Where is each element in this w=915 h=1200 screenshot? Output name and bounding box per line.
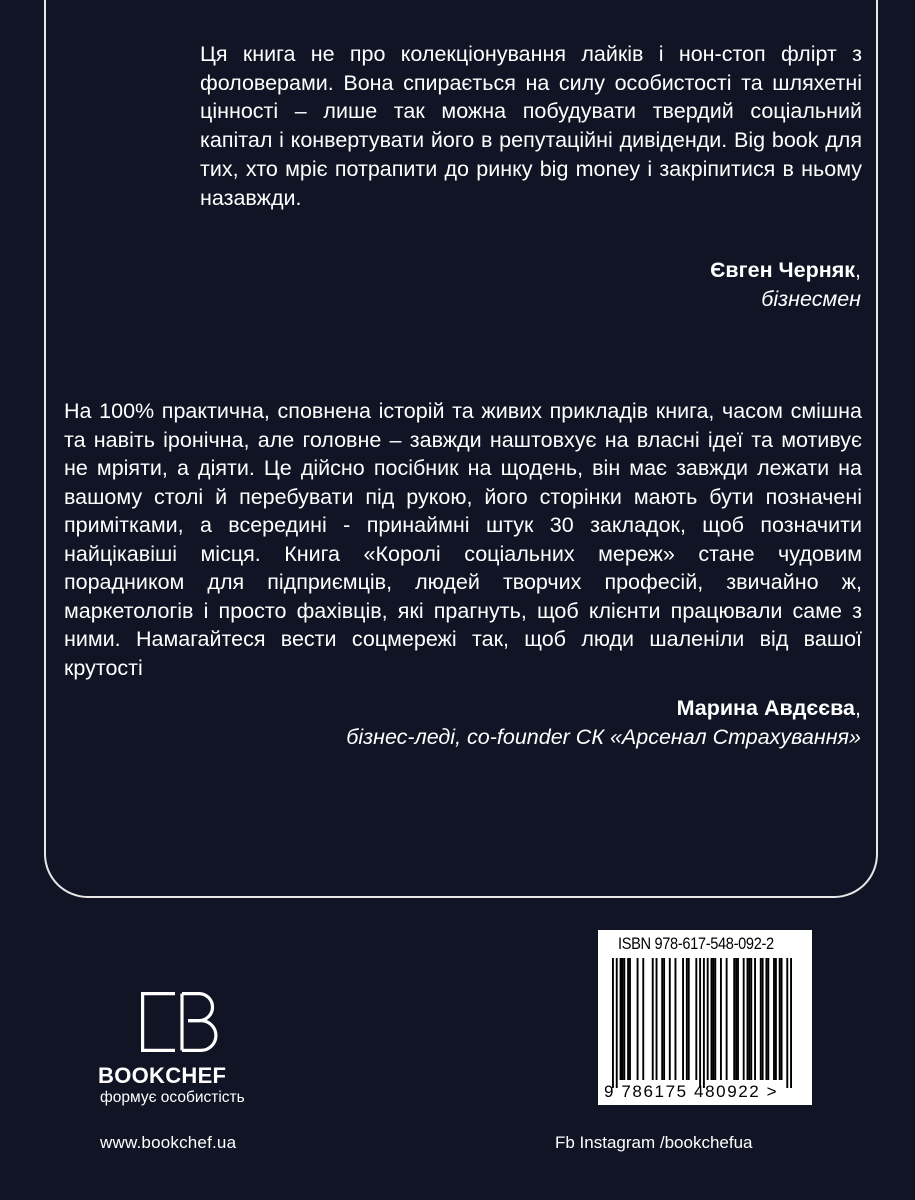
barcode-bar — [775, 958, 777, 1080]
publisher-tagline: формує особистість — [100, 1089, 245, 1106]
barcode-bar — [686, 958, 688, 1080]
barcode-bar — [743, 958, 745, 1080]
testimonial-role: бізнес-леді, co-founder СК «Арсенал Страхування» — [346, 725, 861, 749]
ean-digits: 9 786175 480922 > — [604, 1082, 779, 1101]
bookchef-logo-icon — [141, 992, 225, 1052]
barcode-bar — [765, 958, 767, 1080]
barcode-bar — [711, 958, 713, 1080]
barcode-bar — [767, 958, 769, 1080]
barcode-bar — [612, 958, 614, 1088]
publisher-name: BOOKCHEF — [98, 1063, 227, 1088]
barcode-bar — [699, 958, 701, 1088]
barcode-bar — [712, 958, 714, 1080]
barcode-bar — [707, 958, 709, 1080]
testimonial-signature — [710, 256, 861, 314]
barcode-bar — [737, 958, 739, 1080]
isbn-barcode — [598, 930, 812, 1105]
barcode-bar — [656, 958, 658, 1080]
barcode-bar — [623, 958, 625, 1080]
barcode-bar — [621, 958, 623, 1080]
comma: , — [855, 696, 861, 720]
barcode-bar — [642, 958, 644, 1080]
barcode-bar — [726, 958, 728, 1080]
barcode-bar — [629, 958, 631, 1080]
publisher-social[interactable]: Fb Instagram /bookchefua — [555, 1133, 753, 1152]
testimonial-text: Ця книга не про колекціонування лайків і нон-стоп флірт з фоловерами. Вона спирається на силу особистості та шляхетні цінності – лише так можна побудувати твердий соціальний капітал і конвертувати його в репутаційні дивіденди. Big book для тих, хто мріє потрапити до ринку big money і закріпитися в ньому назавжди. — [200, 42, 862, 210]
barcode-bar — [747, 958, 749, 1080]
barcode-bar — [669, 958, 671, 1080]
barcode-bar — [779, 958, 781, 1080]
barcode-bar — [695, 958, 697, 1080]
barcode-bar — [735, 958, 737, 1080]
barcode-bar — [682, 958, 684, 1080]
barcode-bar — [750, 958, 752, 1080]
barcode-bar — [754, 958, 756, 1080]
barcode-bars — [612, 958, 792, 1088]
barcode-bar — [773, 958, 775, 1080]
barcode-bar — [620, 958, 622, 1080]
barcode-bar — [762, 958, 764, 1080]
barcode-bar — [627, 958, 629, 1080]
barcode-bar — [663, 958, 665, 1080]
barcode-bar — [733, 958, 735, 1080]
testimonial-author: Марина Авдєєва — [676, 696, 856, 720]
publisher-website[interactable]: www.bookchef.ua — [100, 1133, 237, 1152]
testimonial-signature — [346, 694, 861, 752]
barcode-bar — [748, 958, 750, 1080]
barcode-bar — [637, 958, 639, 1080]
barcode-bar — [760, 958, 762, 1080]
testimonial-role: бізнесмен — [761, 287, 861, 311]
barcode-bar — [714, 958, 716, 1080]
barcode-bar — [661, 958, 663, 1080]
isbn-number: ISBN 978-617-548-092-2 — [618, 934, 774, 953]
testimonial-text: На 100% практична, сповнена історій та живих прикладів книга, часом смішна та навіть іронічна, але головне – завжди наштовхує на власні ідеї та мотивує не мріяти, а діяти. Це дійсно посібник на щодень, він має завжди лежати на вашому столі й перебувати під рукою, його сторінки мають бути позначені примітками, а всередині - принаймні штук 30 закладок, щоб позначити найцікавіші місця. Книга «Королі соціальних мереж» стане чудовим порадником для підприємців, людей творчих професій, звичайно ж, маркетологів і просто фахівців, які прагнуть, щоб клієнти працювали саме з ними. Намагайтеся вести соцмережі так, щоб люди шаленіли від вашої крутості — [64, 399, 862, 680]
barcode-bar — [616, 958, 618, 1088]
barcode-bar — [790, 958, 792, 1088]
barcode-bar — [688, 958, 690, 1080]
testimonial-author: Євген Черняк — [710, 258, 856, 282]
barcode-bar — [781, 958, 783, 1080]
barcode-bar — [652, 958, 654, 1080]
barcode-bar — [786, 958, 788, 1088]
barcode-bar — [703, 958, 705, 1088]
barcode-bar — [675, 958, 677, 1080]
comma: , — [855, 258, 861, 282]
barcode-bar — [720, 958, 722, 1080]
